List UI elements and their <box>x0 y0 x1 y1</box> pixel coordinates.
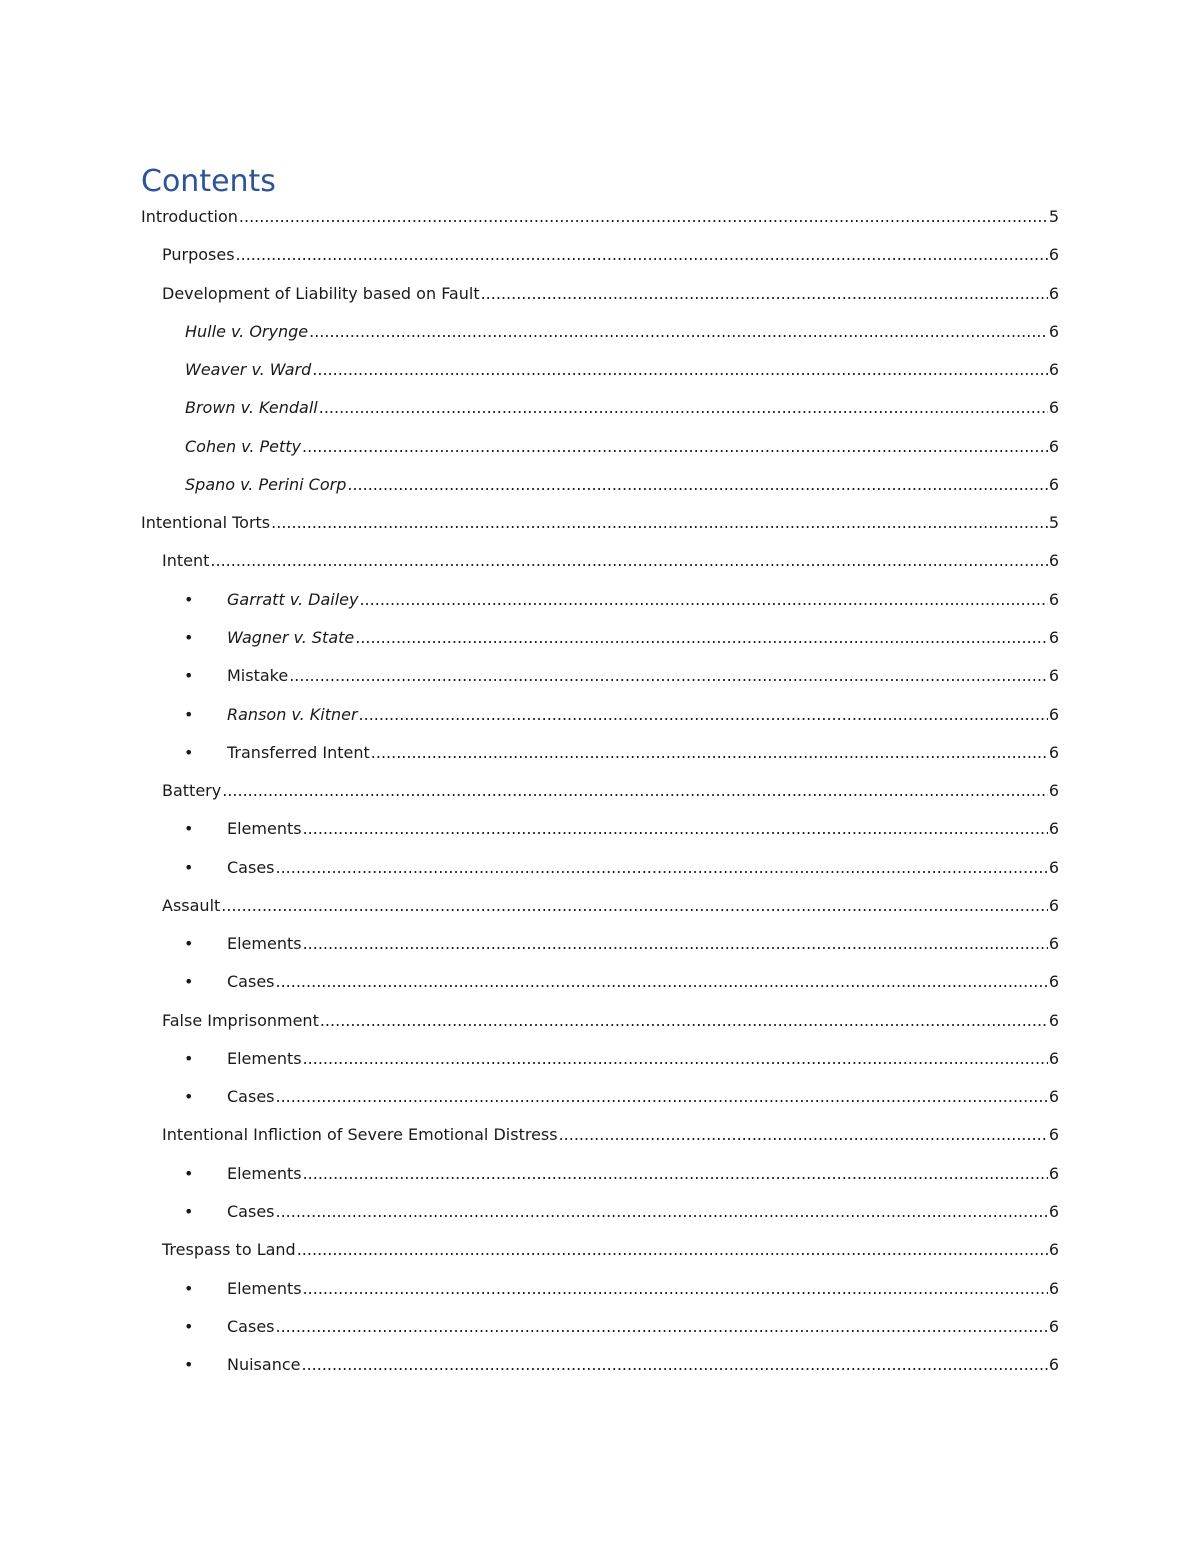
toc-entry-label: Wagner v. State <box>227 627 355 647</box>
toc-page-number: 6 <box>1048 474 1059 494</box>
toc-page-number: 6 <box>1048 398 1059 418</box>
toc-entry[interactable] <box>141 550 1059 572</box>
toc-page-number: 6 <box>1048 245 1059 265</box>
bullet-icon: • <box>184 1278 194 1298</box>
bullet-icon: • <box>184 704 194 724</box>
toc-entry-label: Brown v. Kendall <box>185 398 318 418</box>
toc-entry-label: Elements <box>227 819 302 839</box>
bullet-icon: • <box>184 1163 194 1183</box>
dot-leader <box>210 550 1047 572</box>
toc-entry-label: Assault <box>162 895 221 915</box>
bullet-icon: • <box>184 934 194 954</box>
toc-page-number: 6 <box>1048 1010 1059 1030</box>
toc-entry-label: Garratt v. Dailey <box>227 589 359 609</box>
bullet-icon: • <box>184 589 194 609</box>
toc-entry[interactable] <box>141 436 1059 458</box>
dot-leader <box>276 1201 1048 1223</box>
dot-leader <box>303 1163 1048 1185</box>
toc-entry[interactable] <box>141 283 1059 305</box>
toc-entry[interactable] <box>141 1010 1059 1032</box>
toc-entry-label: Elements <box>227 1278 302 1298</box>
toc-page-number: 6 <box>1048 1087 1059 1107</box>
toc-entry[interactable] <box>141 1316 1059 1338</box>
toc-heading: Contents <box>141 164 276 199</box>
toc-entry-label: Mistake <box>227 666 289 686</box>
toc-entry[interactable] <box>141 627 1059 649</box>
bullet-icon: • <box>184 666 194 686</box>
toc-entry[interactable] <box>141 1201 1059 1223</box>
dot-leader <box>303 818 1048 840</box>
toc-entry[interactable] <box>141 933 1059 955</box>
toc-entry-label: Cohen v. Petty <box>185 436 302 456</box>
toc-entry-label: Cases <box>227 1316 275 1336</box>
toc-entry[interactable] <box>141 780 1059 802</box>
dot-leader <box>309 321 1048 343</box>
dot-leader <box>359 589 1047 611</box>
toc-entry-label: Cases <box>227 1202 275 1222</box>
dot-leader <box>303 1278 1048 1300</box>
toc-page-number: 6 <box>1048 436 1059 456</box>
toc-page-number: 6 <box>1048 934 1059 954</box>
toc-page-number: 6 <box>1048 283 1059 303</box>
toc-page-number: 6 <box>1048 1316 1059 1336</box>
dot-leader <box>355 627 1048 649</box>
toc-page-number: 6 <box>1048 1355 1059 1375</box>
toc-entry-label: Ranson v. Kitner <box>227 704 358 724</box>
toc-entry-label: False Imprisonment <box>162 1010 319 1030</box>
toc-entry-label: Hulle v. Orynge <box>185 321 309 341</box>
toc-page-number: 6 <box>1048 781 1059 801</box>
toc-page-number: 6 <box>1048 895 1059 915</box>
toc-page-number: 6 <box>1048 1163 1059 1183</box>
dot-leader <box>276 971 1048 993</box>
toc-entry-label: Battery <box>162 781 222 801</box>
toc-page-number: 6 <box>1048 742 1059 762</box>
dot-leader <box>303 1048 1048 1070</box>
toc-page-number: 5 <box>1048 513 1059 533</box>
toc-entry-label: Nuisance <box>227 1355 301 1375</box>
toc-entry-label: Purposes <box>162 245 235 265</box>
toc-entry[interactable] <box>141 206 1059 228</box>
dot-leader <box>312 359 1048 381</box>
toc-page-number: 6 <box>1048 627 1059 647</box>
toc-page-number: 5 <box>1048 207 1059 226</box>
toc-entry[interactable] <box>141 895 1059 917</box>
toc-entry-label: Introduction <box>141 207 238 226</box>
toc-entry-label: Trespass to Land <box>162 1240 296 1260</box>
toc-page-number: 6 <box>1048 666 1059 686</box>
toc-page-number: 6 <box>1048 1278 1059 1298</box>
dot-leader <box>359 704 1048 726</box>
toc-entry[interactable] <box>141 244 1059 266</box>
toc-entry-label: Spano v. Perini Corp <box>185 474 347 494</box>
dot-leader <box>371 742 1048 764</box>
toc-entry[interactable] <box>141 818 1059 840</box>
dot-leader <box>302 436 1048 458</box>
toc-entry-label: Cases <box>227 1087 275 1107</box>
toc-entry[interactable] <box>141 1163 1059 1185</box>
toc-page-number: 6 <box>1048 704 1059 724</box>
toc-page-number: 6 <box>1048 1125 1059 1145</box>
toc-entry[interactable] <box>141 397 1059 419</box>
toc-entry[interactable] <box>141 359 1059 381</box>
toc-entry-label: Intent <box>162 551 210 571</box>
toc-entry[interactable] <box>141 1354 1059 1376</box>
toc-page-number: 6 <box>1048 360 1059 380</box>
toc-entry[interactable] <box>141 1239 1059 1261</box>
bullet-icon: • <box>184 627 194 647</box>
bullet-icon: • <box>184 819 194 839</box>
toc-entry-label: Cases <box>227 972 275 992</box>
bullet-icon: • <box>184 1087 194 1107</box>
dot-leader <box>239 206 1048 228</box>
dot-leader <box>276 1316 1048 1338</box>
toc-entry-label: Weaver v. Ward <box>185 360 312 380</box>
bullet-icon: • <box>184 1048 194 1068</box>
bullet-icon: • <box>184 1355 194 1375</box>
bullet-icon: • <box>184 742 194 762</box>
dot-leader <box>289 665 1048 687</box>
bullet-icon: • <box>184 857 194 877</box>
dot-leader <box>276 857 1048 879</box>
dot-leader <box>559 1124 1048 1146</box>
dot-leader <box>319 397 1048 419</box>
bullet-icon: • <box>184 972 194 992</box>
toc-entry[interactable] <box>141 971 1059 993</box>
toc-entry[interactable] <box>141 1124 1059 1146</box>
bullet-icon: • <box>184 1316 194 1336</box>
toc-page-number: 6 <box>1048 551 1059 571</box>
toc-entry[interactable] <box>141 474 1059 496</box>
dot-leader <box>320 1010 1048 1032</box>
toc-entry-label: Transferred Intent <box>227 742 370 762</box>
toc-entry[interactable] <box>141 589 1059 611</box>
toc-entry[interactable] <box>141 665 1059 687</box>
dot-leader <box>301 1354 1047 1376</box>
toc-entry-label: Elements <box>227 1048 302 1068</box>
toc-entry-label: Elements <box>227 1163 302 1183</box>
toc-entry[interactable] <box>141 857 1059 879</box>
dot-leader <box>297 1239 1048 1261</box>
toc-entry[interactable] <box>141 1048 1059 1070</box>
toc-page-number: 6 <box>1048 321 1059 341</box>
toc-entry[interactable] <box>141 704 1059 726</box>
toc-entry-label: Intentional Torts <box>141 513 271 533</box>
toc-page-number: 6 <box>1048 819 1059 839</box>
toc-page-number: 6 <box>1048 1202 1059 1222</box>
toc-page-number: 6 <box>1048 857 1059 877</box>
dot-leader <box>347 474 1047 496</box>
dot-leader <box>222 780 1048 802</box>
toc-entry-label: Intentional Infliction of Severe Emotional Distress <box>162 1125 558 1145</box>
toc-page-number: 6 <box>1048 1048 1059 1068</box>
toc-entry-label: Elements <box>227 934 302 954</box>
dot-leader <box>221 895 1048 917</box>
toc-entry[interactable] <box>141 1086 1059 1108</box>
toc-entry-label: Development of Liability based on Fault <box>162 283 480 303</box>
toc-page-number: 6 <box>1048 589 1059 609</box>
toc-entry[interactable] <box>141 321 1059 343</box>
toc-entry[interactable] <box>141 742 1059 764</box>
dot-leader <box>303 933 1048 955</box>
dot-leader <box>271 512 1048 534</box>
dot-leader <box>236 244 1048 266</box>
dot-leader <box>481 283 1048 305</box>
toc-entry[interactable] <box>141 512 1059 534</box>
toc-page-number: 6 <box>1048 1240 1059 1260</box>
bullet-icon: • <box>184 1202 194 1222</box>
toc-page-number: 6 <box>1048 972 1059 992</box>
toc-entry[interactable] <box>141 1278 1059 1300</box>
toc-entry-label: Cases <box>227 857 275 877</box>
dot-leader <box>276 1086 1048 1108</box>
